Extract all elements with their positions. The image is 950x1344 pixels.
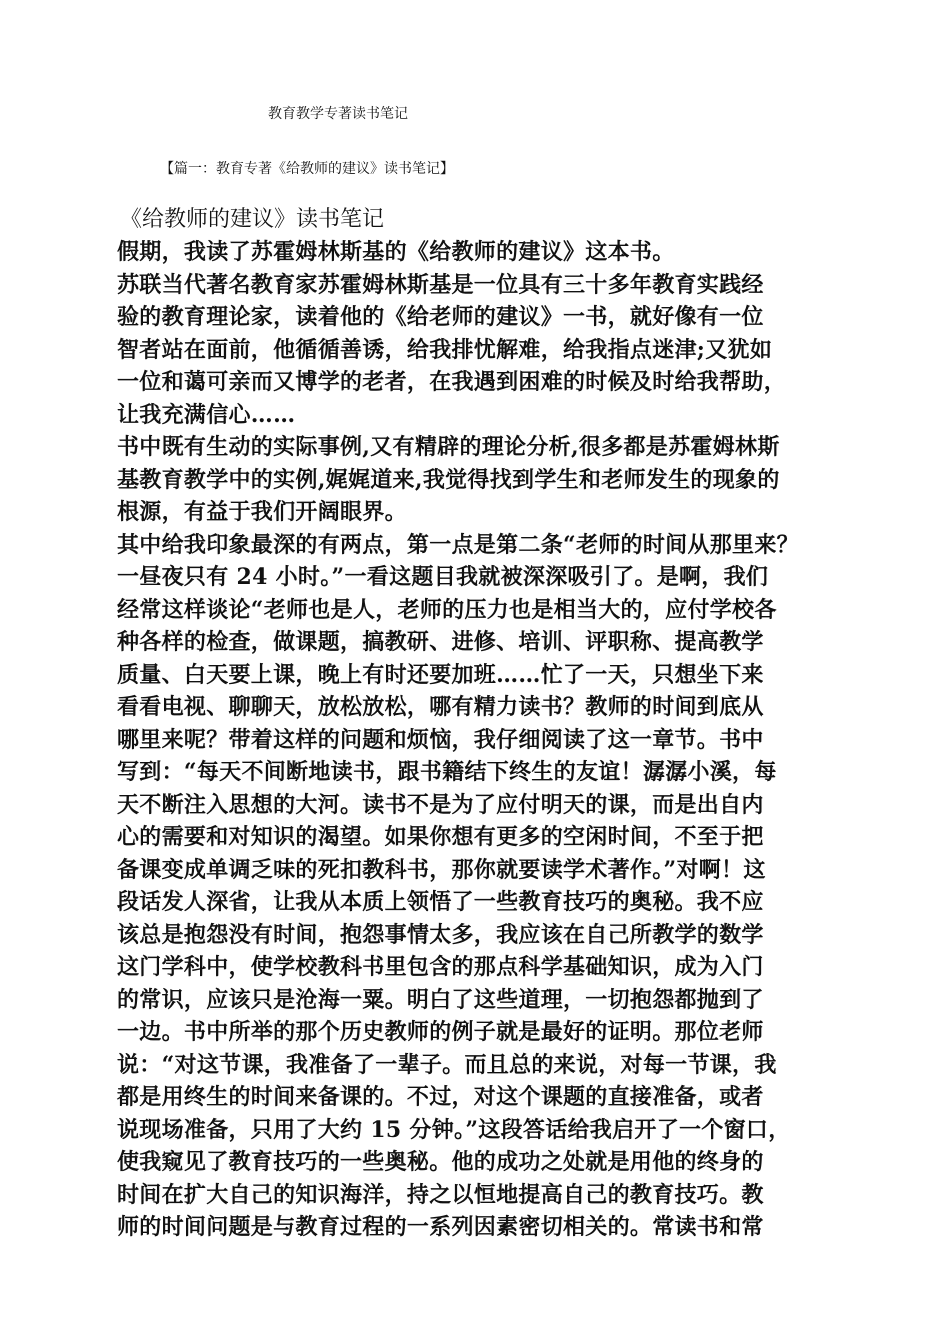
body-line: 写到：“每天不间断地读书，跟书籍结下终生的友谊！潺潺小溪，每 (117, 759, 777, 785)
body-line: 其中给我印象最深的有两点，第一点是第二条“老师的时间从那里来？ (117, 531, 799, 558)
section-header: 【篇一：教育专著《给教师的建议》读书笔记】 (160, 161, 454, 177)
body-line: 基教育教学中的实例,娓娓道来,我觉得找到学生和老师发生的现象的 (117, 466, 780, 493)
body-line: 验的教育理论家，读着他的《给老师的建议》一书，就好像有一位 (117, 304, 764, 330)
body-line: 经常这样谈论“老师也是人，老师的压力也是相当大的，应付学校各 (117, 596, 777, 623)
page-title: 教育教学专著读书笔记 (268, 106, 408, 122)
body-line: 段话发人深省，让我从本质上领悟了一些教育技巧的奥秘。我不应 (117, 889, 764, 915)
body-line: 说现场准备，只用了大约 15 分钟。”这段答话给我启开了一个窗口， (117, 1116, 791, 1143)
body-line: 天不断注入思想的大河。读书不是为了应付明天的课，而是出自内 (117, 791, 764, 818)
body-line: 智者站在面前，他循循善诱，给我排忧解难，给我指点迷津;又犹如 (117, 336, 773, 363)
body-line: 种各样的检查，做课题，搞教研、进修、培训、评职称、提高教学 (117, 629, 764, 655)
body-line: 备课变成单调乏味的死扣教科书，那你就要读学术著作。”对啊！这 (117, 856, 766, 883)
body-line: 心的需要和对知识的渴望。如果你想有更多的空闲时间，不至于把 (117, 824, 764, 850)
body-line: 都是用终生的时间来备课的。不过，对这个课题的直接准备，或者 (117, 1084, 764, 1110)
body-line: 一边。书中所举的那个历史教师的例子就是最好的证明。那位老师 (117, 1019, 764, 1045)
body-line: 看看电视、聊聊天，放松放松，哪有精力读书？教师的时间到底从 (117, 694, 764, 720)
body-line: 假期，我读了苏霍姆林斯基的《给教师的建议》这本书。 (117, 239, 675, 265)
body-line: 苏联当代著名教育家苏霍姆林斯基是一位具有三十多年教育实践经 (117, 271, 764, 298)
body-line: 书中既有生动的实际事例,又有精辟的理论分析,很多都是苏霍姆林斯 (117, 434, 780, 460)
body-line: 哪里来呢？带着这样的问题和烦恼，我仔细阅读了这一章节。书中 (117, 726, 764, 753)
body-line: 使我窥见了教育技巧的一些奥秘。他的成功之处就是用他的终身的 (117, 1149, 764, 1175)
body-line: 质量、白天要上课，晚上有时还要加班……忙了一天，只想坐下来 (117, 661, 764, 688)
body-line: 师的时间问题是与教育过程的一系列因素密切相关的。常读书和常 (117, 1214, 764, 1240)
article-title: 《给教师的建议》读书笔记 (120, 207, 385, 232)
body-line: 让我充满信心…… (117, 401, 296, 428)
body-line: 该总是抱怨没有时间，抱怨事情太多，我应该在自己所教学的数学 (117, 921, 764, 948)
body-line: 的常识，应该只是沧海一粟。明白了这些道理，一切抱怨都抛到了 (117, 986, 764, 1013)
body-text (117, 236, 877, 1244)
body-line: 根源，有益于我们开阔眼界。 (117, 499, 407, 525)
body-line: 时间在扩大自己的知识海洋，持之以恒地提高自己的教育技巧。教 (117, 1181, 764, 1208)
body-line: 一昼夜只有 24 小时。”一看这题目我就被深深吸引了。是啊，我们 (117, 564, 769, 590)
body-line: 这门学科中，使学校教科书里包含的那点科学基础知识，成为入门 (117, 954, 764, 980)
body-line: 说：“对这节课，我准备了一辈子。而且总的来说，对每一节课，我 (117, 1051, 777, 1078)
body-line: 一位和蔼可亲而又博学的老者，在我遇到困难的时候及时给我帮助， (117, 369, 787, 395)
